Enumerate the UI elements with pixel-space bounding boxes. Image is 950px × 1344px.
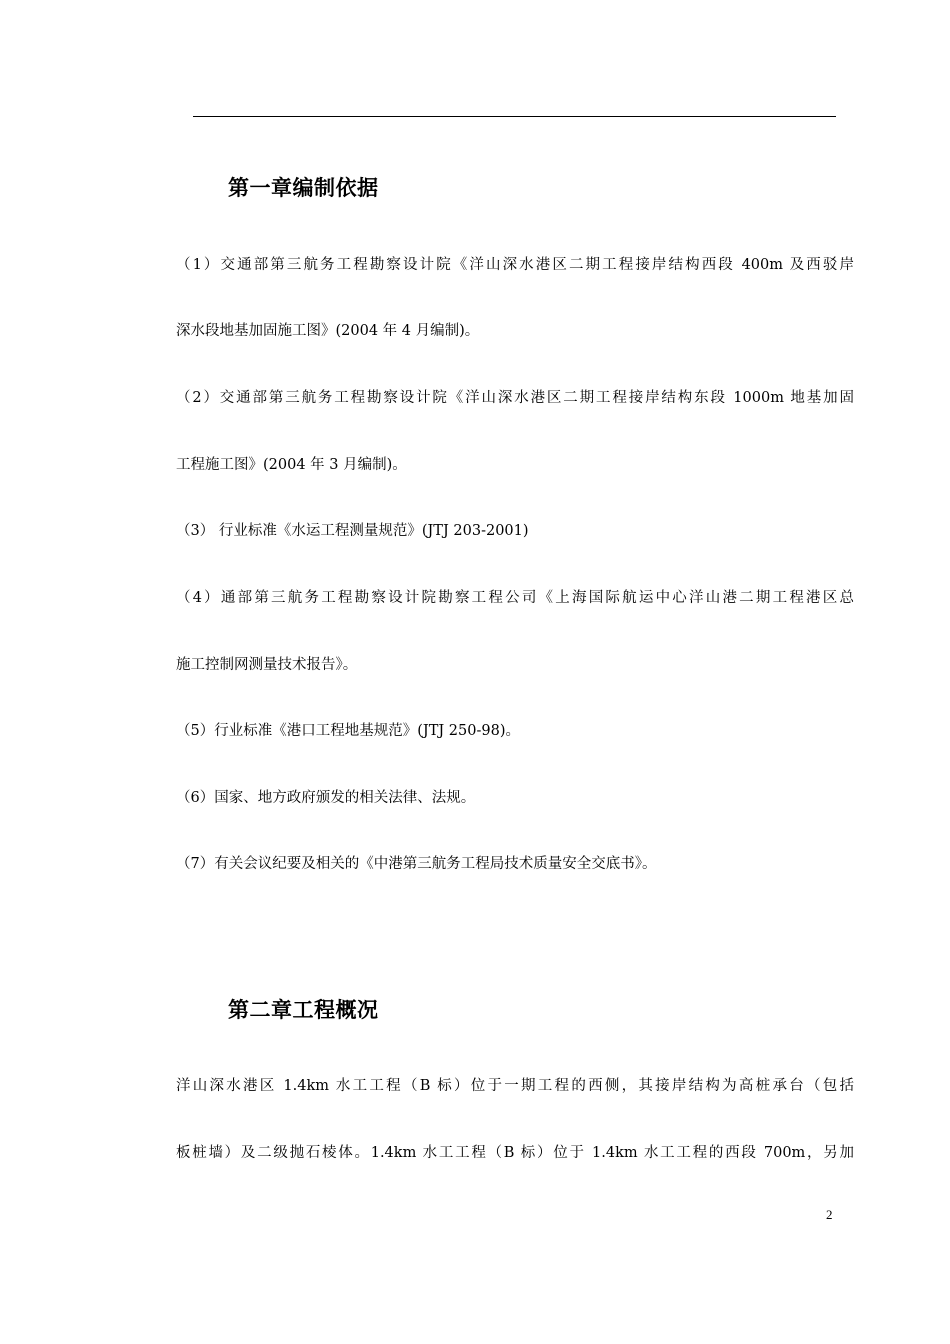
page-number: 2 bbox=[826, 1207, 833, 1222]
chapter1-line-4: 工程施工图》(2004 年 3 月编制)。 bbox=[176, 457, 407, 473]
chapter2-heading: 第二章工程概况 bbox=[228, 998, 379, 1022]
chapter1-line-10: （7）有关会议纪要及相关的《中港第三航务工程局技术质量安全交底书》。 bbox=[176, 856, 657, 872]
chapter1-line-5: （3） 行业标准《水运工程测量规范》(JTJ 203-2001) bbox=[176, 523, 529, 539]
chapter1-line-3: （2）交通部第三航务工程勘察设计院《洋山深水港区二期工程接岸结构东段 1000m 地基加固 bbox=[176, 390, 854, 406]
chapter1-line-6: （4）通部第三航务工程勘察设计院勘察工程公司《上海国际航运中心洋山港二期工程港区总 bbox=[176, 590, 854, 606]
chapter1-line-9: （6）国家、地方政府颁发的相关法律、法规。 bbox=[176, 790, 476, 806]
chapter2-line-1: 洋山深水港区 1.4km 水工工程（B 标）位于一期工程的西侧，其接岸结构为高桩承台（包括 bbox=[176, 1078, 854, 1094]
chapter1-line-1: （1）交通部第三航务工程勘察设计院《洋山深水港区二期工程接岸结构西段 400m 及西驳岸 bbox=[176, 257, 854, 273]
chapter1-heading: 第一章编制依据 bbox=[228, 176, 379, 200]
header-rule bbox=[193, 116, 836, 117]
chapter2-line-2: 板桩墙）及二级抛石棱体。1.4km 水工工程（B 标）位于 1.4km 水工工程的西段 700m，另加 bbox=[176, 1145, 854, 1161]
chapter1-line-7: 施工控制网测量技术报告》。 bbox=[176, 657, 358, 673]
chapter1-line-8: （5）行业标准《港口工程地基规范》(JTJ 250-98)。 bbox=[176, 723, 520, 739]
chapter1-line-2: 深水段地基加固施工图》(2004 年 4 月编制)。 bbox=[176, 323, 480, 339]
